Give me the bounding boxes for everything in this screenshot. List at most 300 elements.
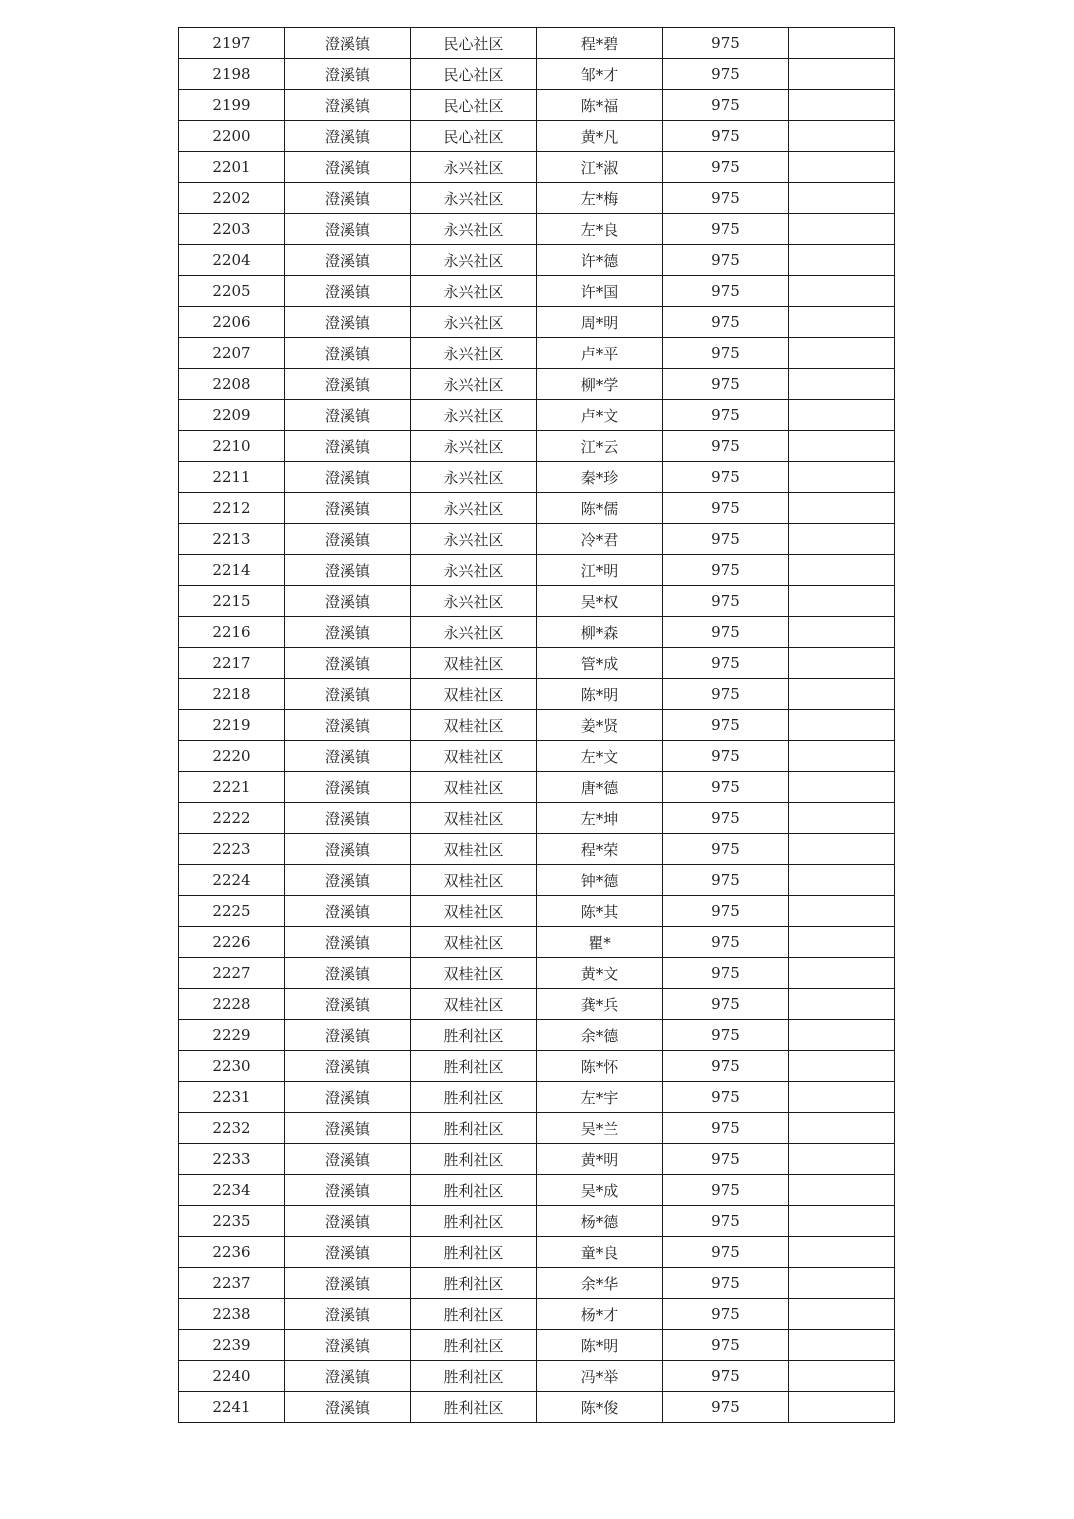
cell-number: 2213	[179, 524, 285, 555]
cell-amount: 975	[663, 369, 789, 400]
cell-note	[789, 59, 895, 90]
cell-note	[789, 245, 895, 276]
cell-amount: 975	[663, 524, 789, 555]
cell-note	[789, 896, 895, 927]
roster-table-body	[179, 28, 895, 1423]
cell-amount: 975	[663, 1175, 789, 1206]
table-row	[179, 152, 895, 183]
cell-note	[789, 1206, 895, 1237]
cell-amount: 975	[663, 1299, 789, 1330]
cell-note	[789, 772, 895, 803]
cell-number: 2240	[179, 1361, 285, 1392]
cell-number: 2223	[179, 834, 285, 865]
cell-town: 澄溪镇	[285, 989, 411, 1020]
cell-town: 澄溪镇	[285, 1113, 411, 1144]
table-row	[179, 183, 895, 214]
cell-community: 永兴社区	[411, 555, 537, 586]
cell-number: 2218	[179, 679, 285, 710]
cell-community: 永兴社区	[411, 462, 537, 493]
cell-community: 双桂社区	[411, 679, 537, 710]
cell-note	[789, 121, 895, 152]
cell-amount: 975	[663, 1361, 789, 1392]
cell-number: 2227	[179, 958, 285, 989]
cell-name: 左*梅	[537, 183, 663, 214]
cell-number: 2230	[179, 1051, 285, 1082]
cell-amount: 975	[663, 1144, 789, 1175]
cell-name: 余*德	[537, 1020, 663, 1051]
cell-number: 2204	[179, 245, 285, 276]
cell-name: 柳*学	[537, 369, 663, 400]
cell-number: 2206	[179, 307, 285, 338]
cell-number: 2209	[179, 400, 285, 431]
table-row	[179, 555, 895, 586]
cell-number: 2212	[179, 493, 285, 524]
cell-amount: 975	[663, 1268, 789, 1299]
cell-name: 童*良	[537, 1237, 663, 1268]
cell-community: 民心社区	[411, 28, 537, 59]
cell-community: 永兴社区	[411, 307, 537, 338]
table-row	[179, 245, 895, 276]
table-row	[179, 617, 895, 648]
cell-town: 澄溪镇	[285, 183, 411, 214]
cell-note	[789, 214, 895, 245]
cell-number: 2217	[179, 648, 285, 679]
cell-community: 永兴社区	[411, 400, 537, 431]
table-row	[179, 865, 895, 896]
cell-note	[789, 276, 895, 307]
cell-note	[789, 1175, 895, 1206]
cell-community: 胜利社区	[411, 1237, 537, 1268]
cell-note	[789, 927, 895, 958]
cell-amount: 975	[663, 152, 789, 183]
table-row	[179, 1206, 895, 1237]
cell-note	[789, 1113, 895, 1144]
cell-community: 胜利社区	[411, 1144, 537, 1175]
cell-number: 2208	[179, 369, 285, 400]
cell-town: 澄溪镇	[285, 90, 411, 121]
cell-amount: 975	[663, 400, 789, 431]
table-row	[179, 803, 895, 834]
cell-community: 胜利社区	[411, 1268, 537, 1299]
cell-town: 澄溪镇	[285, 1361, 411, 1392]
cell-number: 2226	[179, 927, 285, 958]
cell-number: 2207	[179, 338, 285, 369]
cell-amount: 975	[663, 121, 789, 152]
cell-name: 左*良	[537, 214, 663, 245]
cell-name: 陈*俊	[537, 1392, 663, 1423]
table-row	[179, 1361, 895, 1392]
cell-community: 双桂社区	[411, 741, 537, 772]
table-row	[179, 648, 895, 679]
table-row	[179, 586, 895, 617]
cell-amount: 975	[663, 1330, 789, 1361]
cell-note	[789, 834, 895, 865]
cell-note	[789, 648, 895, 679]
cell-town: 澄溪镇	[285, 28, 411, 59]
cell-note	[789, 183, 895, 214]
cell-town: 澄溪镇	[285, 1237, 411, 1268]
cell-community: 永兴社区	[411, 276, 537, 307]
cell-note	[789, 586, 895, 617]
cell-amount: 975	[663, 1113, 789, 1144]
cell-town: 澄溪镇	[285, 400, 411, 431]
cell-amount: 975	[663, 896, 789, 927]
cell-town: 澄溪镇	[285, 834, 411, 865]
cell-number: 2201	[179, 152, 285, 183]
table-row	[179, 59, 895, 90]
cell-name: 姜*贤	[537, 710, 663, 741]
cell-note	[789, 958, 895, 989]
cell-name: 杨*德	[537, 1206, 663, 1237]
cell-name: 江*明	[537, 555, 663, 586]
cell-community: 永兴社区	[411, 524, 537, 555]
cell-amount: 975	[663, 834, 789, 865]
cell-community: 永兴社区	[411, 214, 537, 245]
cell-community: 永兴社区	[411, 338, 537, 369]
cell-town: 澄溪镇	[285, 121, 411, 152]
cell-town: 澄溪镇	[285, 245, 411, 276]
cell-name: 柳*森	[537, 617, 663, 648]
table-row	[179, 338, 895, 369]
cell-number: 2198	[179, 59, 285, 90]
cell-name: 杨*才	[537, 1299, 663, 1330]
cell-town: 澄溪镇	[285, 1175, 411, 1206]
table-row	[179, 710, 895, 741]
cell-amount: 975	[663, 307, 789, 338]
cell-amount: 975	[663, 493, 789, 524]
cell-note	[789, 1051, 895, 1082]
cell-name: 龚*兵	[537, 989, 663, 1020]
cell-note	[789, 1144, 895, 1175]
cell-note	[789, 307, 895, 338]
cell-number: 2216	[179, 617, 285, 648]
cell-town: 澄溪镇	[285, 1330, 411, 1361]
table-row	[179, 772, 895, 803]
cell-note	[789, 400, 895, 431]
cell-community: 胜利社区	[411, 1051, 537, 1082]
cell-name: 邹*才	[537, 59, 663, 90]
cell-amount: 975	[663, 555, 789, 586]
cell-amount: 975	[663, 803, 789, 834]
cell-community: 民心社区	[411, 90, 537, 121]
cell-community: 胜利社区	[411, 1299, 537, 1330]
cell-community: 胜利社区	[411, 1082, 537, 1113]
cell-town: 澄溪镇	[285, 648, 411, 679]
cell-amount: 975	[663, 276, 789, 307]
cell-amount: 975	[663, 989, 789, 1020]
cell-town: 澄溪镇	[285, 865, 411, 896]
cell-community: 双桂社区	[411, 710, 537, 741]
cell-note	[789, 1082, 895, 1113]
cell-name: 左*文	[537, 741, 663, 772]
cell-town: 澄溪镇	[285, 1144, 411, 1175]
cell-name: 陈*明	[537, 1330, 663, 1361]
cell-town: 澄溪镇	[285, 772, 411, 803]
cell-community: 永兴社区	[411, 431, 537, 462]
cell-number: 2224	[179, 865, 285, 896]
cell-note	[789, 555, 895, 586]
cell-town: 澄溪镇	[285, 803, 411, 834]
cell-community: 胜利社区	[411, 1206, 537, 1237]
cell-amount: 975	[663, 679, 789, 710]
table-row	[179, 1392, 895, 1423]
cell-note	[789, 1020, 895, 1051]
cell-amount: 975	[663, 1082, 789, 1113]
cell-community: 民心社区	[411, 59, 537, 90]
cell-community: 胜利社区	[411, 1175, 537, 1206]
cell-name: 陈*其	[537, 896, 663, 927]
cell-town: 澄溪镇	[285, 710, 411, 741]
cell-amount: 975	[663, 338, 789, 369]
table-row	[179, 276, 895, 307]
cell-community: 永兴社区	[411, 586, 537, 617]
cell-amount: 975	[663, 741, 789, 772]
cell-name: 秦*珍	[537, 462, 663, 493]
cell-note	[789, 493, 895, 524]
cell-town: 澄溪镇	[285, 958, 411, 989]
cell-note	[789, 1268, 895, 1299]
table-row	[179, 28, 895, 59]
cell-community: 双桂社区	[411, 896, 537, 927]
table-row	[179, 1082, 895, 1113]
cell-note	[789, 338, 895, 369]
cell-community: 永兴社区	[411, 152, 537, 183]
table-row	[179, 1330, 895, 1361]
cell-amount: 975	[663, 245, 789, 276]
cell-name: 管*成	[537, 648, 663, 679]
cell-note	[789, 1361, 895, 1392]
table-row	[179, 834, 895, 865]
cell-town: 澄溪镇	[285, 1299, 411, 1330]
cell-note	[789, 369, 895, 400]
cell-town: 澄溪镇	[285, 338, 411, 369]
cell-number: 2220	[179, 741, 285, 772]
cell-number: 2225	[179, 896, 285, 927]
cell-number: 2237	[179, 1268, 285, 1299]
cell-amount: 975	[663, 865, 789, 896]
cell-amount: 975	[663, 1051, 789, 1082]
cell-name: 唐*德	[537, 772, 663, 803]
cell-community: 永兴社区	[411, 245, 537, 276]
cell-community: 双桂社区	[411, 865, 537, 896]
cell-community: 胜利社区	[411, 1392, 537, 1423]
cell-note	[789, 431, 895, 462]
cell-amount: 975	[663, 214, 789, 245]
cell-name: 程*荣	[537, 834, 663, 865]
cell-number: 2210	[179, 431, 285, 462]
cell-number: 2233	[179, 1144, 285, 1175]
cell-town: 澄溪镇	[285, 214, 411, 245]
cell-number: 2229	[179, 1020, 285, 1051]
cell-amount: 975	[663, 462, 789, 493]
cell-note	[789, 803, 895, 834]
cell-community: 胜利社区	[411, 1330, 537, 1361]
cell-town: 澄溪镇	[285, 1392, 411, 1423]
cell-note	[789, 1299, 895, 1330]
cell-community: 民心社区	[411, 121, 537, 152]
cell-community: 双桂社区	[411, 648, 537, 679]
cell-name: 黄*凡	[537, 121, 663, 152]
cell-town: 澄溪镇	[285, 307, 411, 338]
table-row	[179, 1299, 895, 1330]
table-row	[179, 989, 895, 1020]
cell-number: 2228	[179, 989, 285, 1020]
cell-number: 2222	[179, 803, 285, 834]
cell-name: 左*坤	[537, 803, 663, 834]
cell-number: 2214	[179, 555, 285, 586]
cell-note	[789, 710, 895, 741]
cell-name: 卢*平	[537, 338, 663, 369]
cell-number: 2239	[179, 1330, 285, 1361]
cell-amount: 975	[663, 59, 789, 90]
cell-name: 许*德	[537, 245, 663, 276]
cell-name: 陈*福	[537, 90, 663, 121]
cell-community: 永兴社区	[411, 183, 537, 214]
cell-community: 胜利社区	[411, 1020, 537, 1051]
cell-town: 澄溪镇	[285, 1206, 411, 1237]
cell-town: 澄溪镇	[285, 276, 411, 307]
cell-note	[789, 462, 895, 493]
cell-number: 2231	[179, 1082, 285, 1113]
cell-name: 吴*兰	[537, 1113, 663, 1144]
cell-amount: 975	[663, 1020, 789, 1051]
cell-town: 澄溪镇	[285, 1051, 411, 1082]
table-row	[179, 307, 895, 338]
cell-amount: 975	[663, 1237, 789, 1268]
cell-amount: 975	[663, 1392, 789, 1423]
cell-community: 永兴社区	[411, 617, 537, 648]
cell-note	[789, 989, 895, 1020]
cell-number: 2211	[179, 462, 285, 493]
cell-town: 澄溪镇	[285, 59, 411, 90]
cell-name: 冯*举	[537, 1361, 663, 1392]
table-row	[179, 214, 895, 245]
cell-number: 2199	[179, 90, 285, 121]
cell-name: 江*云	[537, 431, 663, 462]
table-row	[179, 896, 895, 927]
cell-number: 2200	[179, 121, 285, 152]
cell-amount: 975	[663, 927, 789, 958]
cell-community: 胜利社区	[411, 1361, 537, 1392]
cell-town: 澄溪镇	[285, 493, 411, 524]
cell-name: 钟*德	[537, 865, 663, 896]
cell-note	[789, 28, 895, 59]
table-row	[179, 524, 895, 555]
cell-town: 澄溪镇	[285, 369, 411, 400]
table-row	[179, 121, 895, 152]
cell-name: 余*华	[537, 1268, 663, 1299]
cell-note	[789, 90, 895, 121]
cell-name: 黄*明	[537, 1144, 663, 1175]
cell-number: 2235	[179, 1206, 285, 1237]
table-row	[179, 431, 895, 462]
cell-name: 陈*儒	[537, 493, 663, 524]
cell-note	[789, 1330, 895, 1361]
cell-number: 2219	[179, 710, 285, 741]
cell-note	[789, 524, 895, 555]
cell-community: 双桂社区	[411, 958, 537, 989]
cell-community: 胜利社区	[411, 1113, 537, 1144]
table-row	[179, 493, 895, 524]
cell-community: 永兴社区	[411, 493, 537, 524]
table-row	[179, 1237, 895, 1268]
cell-note	[789, 865, 895, 896]
cell-town: 澄溪镇	[285, 1082, 411, 1113]
cell-number: 2205	[179, 276, 285, 307]
cell-name: 瞿*	[537, 927, 663, 958]
cell-town: 澄溪镇	[285, 679, 411, 710]
cell-number: 2241	[179, 1392, 285, 1423]
cell-town: 澄溪镇	[285, 555, 411, 586]
cell-number: 2236	[179, 1237, 285, 1268]
cell-town: 澄溪镇	[285, 896, 411, 927]
cell-community: 双桂社区	[411, 834, 537, 865]
cell-name: 吴*成	[537, 1175, 663, 1206]
cell-amount: 975	[663, 1206, 789, 1237]
roster-table	[178, 27, 895, 1423]
cell-amount: 975	[663, 648, 789, 679]
cell-name: 冷*君	[537, 524, 663, 555]
table-row	[179, 1144, 895, 1175]
cell-number: 2238	[179, 1299, 285, 1330]
cell-town: 澄溪镇	[285, 152, 411, 183]
cell-town: 澄溪镇	[285, 462, 411, 493]
cell-amount: 975	[663, 617, 789, 648]
cell-community: 双桂社区	[411, 989, 537, 1020]
cell-number: 2215	[179, 586, 285, 617]
cell-name: 陈*明	[537, 679, 663, 710]
cell-community: 双桂社区	[411, 927, 537, 958]
cell-note	[789, 1392, 895, 1423]
cell-name: 周*明	[537, 307, 663, 338]
cell-number: 2232	[179, 1113, 285, 1144]
cell-town: 澄溪镇	[285, 741, 411, 772]
cell-town: 澄溪镇	[285, 524, 411, 555]
cell-town: 澄溪镇	[285, 927, 411, 958]
cell-note	[789, 741, 895, 772]
cell-amount: 975	[663, 431, 789, 462]
cell-name: 许*国	[537, 276, 663, 307]
cell-number: 2197	[179, 28, 285, 59]
cell-name: 江*淑	[537, 152, 663, 183]
table-row	[179, 1113, 895, 1144]
table-row	[179, 400, 895, 431]
cell-amount: 975	[663, 958, 789, 989]
cell-town: 澄溪镇	[285, 1268, 411, 1299]
cell-community: 双桂社区	[411, 803, 537, 834]
cell-number: 2203	[179, 214, 285, 245]
cell-community: 双桂社区	[411, 772, 537, 803]
table-row	[179, 1020, 895, 1051]
table-row	[179, 927, 895, 958]
cell-number: 2234	[179, 1175, 285, 1206]
cell-name: 卢*文	[537, 400, 663, 431]
cell-amount: 975	[663, 710, 789, 741]
cell-name: 左*宇	[537, 1082, 663, 1113]
cell-number: 2221	[179, 772, 285, 803]
cell-town: 澄溪镇	[285, 431, 411, 462]
cell-number: 2202	[179, 183, 285, 214]
cell-amount: 975	[663, 28, 789, 59]
table-row	[179, 369, 895, 400]
cell-note	[789, 679, 895, 710]
table-row	[179, 679, 895, 710]
cell-town: 澄溪镇	[285, 1020, 411, 1051]
cell-town: 澄溪镇	[285, 586, 411, 617]
cell-name: 吴*权	[537, 586, 663, 617]
cell-amount: 975	[663, 772, 789, 803]
cell-note	[789, 1237, 895, 1268]
